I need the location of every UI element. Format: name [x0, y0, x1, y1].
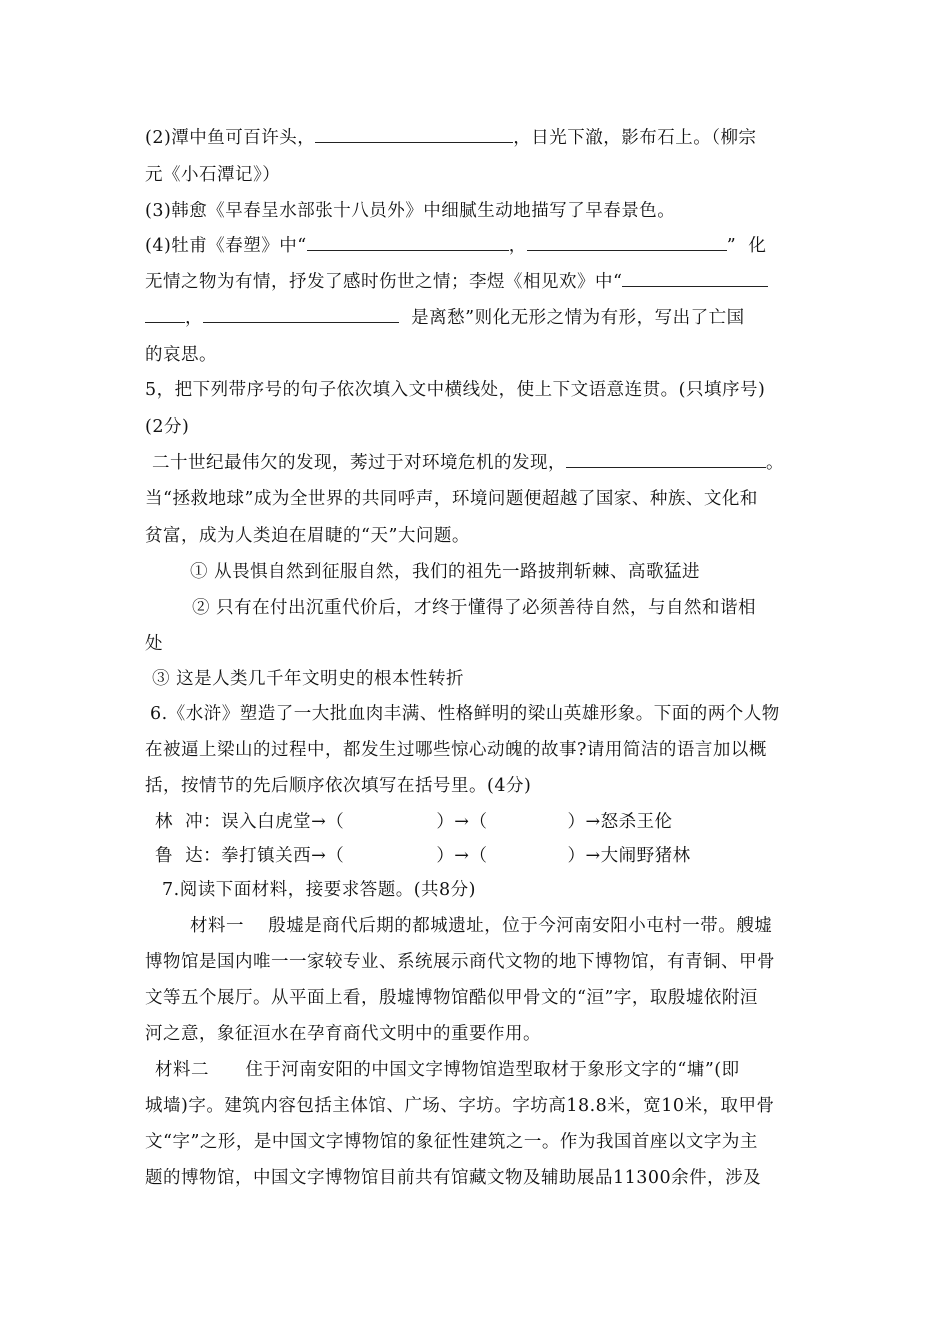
- q7-material2-line2: 城墙)字。建筑内容包括主体馆、广场、字坊。字坊高18.8米，宽10米，取甲骨: [145, 1096, 775, 1116]
- q5-option-2: ② 只有在付出沉重代价后，才终于懂得了必须善待自然，与自然和谐相: [192, 598, 757, 618]
- character-name: 鲁 达：: [155, 846, 222, 866]
- q4-item4-line2: [145, 270, 768, 294]
- q5-option-3: ③ 这是人类几千年文明史的根本性转折: [152, 669, 465, 689]
- answer-blank[interactable]: [145, 306, 185, 323]
- q7-material1-line4: 河之意，象征洹水在孕育商代文明中的重要作用。: [145, 1024, 541, 1044]
- q4-item2-line1: [145, 126, 757, 150]
- q7-material1-line1: 材料一 殷墟是商代后期的都城遗址，位于今河南安阳小屯村一带。艘墟: [190, 916, 773, 936]
- character-name: 林 冲：: [155, 812, 222, 832]
- answer-blank[interactable]: [315, 126, 513, 143]
- plot-first: 拳打镇关西→（: [221, 846, 345, 866]
- q4-item3-line: (3)韩愈《早春呈水部张十八员外》中细腻生动地描写了早春景色。: [145, 201, 676, 221]
- q7-material1-line2: 博物馆是国内唯一一家较专业、系统展示商代文物的地下博物馆，有青铜、甲骨: [145, 952, 775, 972]
- q5-para-text: 二十世纪最伟欠的发现，莠过于对环境危机的发现，: [152, 453, 566, 473]
- plot-mid: ）→（: [436, 812, 488, 832]
- q4-item4-line3: [145, 306, 745, 330]
- q6-stem-line1: 6.《水浒》塑造了一大批血肉丰满、性格鲜明的梁山英雄形象。下面的两个人物: [150, 704, 780, 724]
- q4-item4-line1: [145, 234, 766, 258]
- answer-blank[interactable]: [203, 306, 399, 323]
- q4-item4-text-f: 是离愁”则化无形之情为有形，写出了亡国: [399, 308, 745, 328]
- q4-item2-text-a: (2)潭中鱼可百许头，: [145, 128, 316, 148]
- q4-item4-text-a: (4)牡甫《春塑》中“: [145, 236, 307, 256]
- q7-stem: 7.阅读下面材料，接要求答题。(共8分): [162, 880, 476, 900]
- q5-stem-line2: (2分): [145, 417, 190, 437]
- q6-stem-line3: 括，按情节的先后顺序依次填写在括号里。(4分): [145, 776, 532, 796]
- q4-item4-comma: ，: [508, 236, 527, 256]
- q5-option-1: ① 从畏惧自然到征服自然，我们的祖先一路披荆斩棘、高歌猛进: [190, 562, 701, 582]
- plot-mid: ）→（: [436, 846, 488, 866]
- q6-row-lin-chong: [155, 810, 673, 834]
- answer-blank[interactable]: [527, 234, 727, 251]
- plot-first: 误入白虎堂→（: [221, 812, 345, 832]
- q5-para-end: 。: [766, 453, 784, 473]
- answer-blank[interactable]: [622, 270, 768, 287]
- q5-paragraph-line3: 贫富，成为人类迫在眉睫的“天”大问题。: [145, 526, 470, 546]
- answer-blank[interactable]: [566, 451, 766, 468]
- q7-material2-line3: 文“字”之形，是中国文字博物馆的象征性建筑之一。作为我国首座以文字为主: [145, 1132, 758, 1152]
- q5-paragraph-line1: [152, 451, 784, 475]
- q7-material1-line3: 文等五个展厅。从平面上看，殷墟博物馆酷似甲骨文的“洹”字，取殷墟依附洹: [145, 988, 758, 1008]
- q6-row-lu-da: [155, 844, 691, 868]
- plot-last: ）→怒杀王伦: [567, 812, 673, 832]
- q4-item4-text-d: 无情之物为有情，抒发了感时伤世之情；李煜《相见欢》中“: [145, 272, 623, 292]
- q4-item2-line2: 元《小石潭记》）: [145, 165, 281, 185]
- q5-stem-line1: 5，把下列带序号的句子依次填入文中横线处，使上下文语意连贯。(只填序号): [145, 380, 766, 400]
- q7-material2-line4: 题的博物馆，中国文字博物馆目前共有馆藏文物及辅助展品11300余件，涉及: [145, 1168, 762, 1188]
- q4-item4-line4: 的哀思。: [145, 345, 217, 365]
- q5-option-2-cont: 处: [145, 634, 163, 654]
- q4-item4-text-c: ” 化: [726, 236, 767, 256]
- plot-last: ）→大闹野猪林: [567, 846, 691, 866]
- q5-paragraph-line2: 当“拯救地球”成为全世界的共同呼声，环境问题便超越了国家、种族、文化和: [145, 489, 758, 509]
- answer-blank[interactable]: [307, 234, 509, 251]
- q6-stem-line2: 在被逼上梁山的过程中，都发生过哪些惊心动魄的故事?请用简洁的语言加以概: [145, 740, 767, 760]
- q7-material2-line1: 材料二 住于河南安阳的中国文字博物馆造型取材于象形文字的“墉”(即: [155, 1060, 740, 1080]
- q4-item2-text-b: ，日光下澈，影布石上。（柳宗: [513, 128, 757, 148]
- q4-item4-comma2: ，: [185, 308, 203, 328]
